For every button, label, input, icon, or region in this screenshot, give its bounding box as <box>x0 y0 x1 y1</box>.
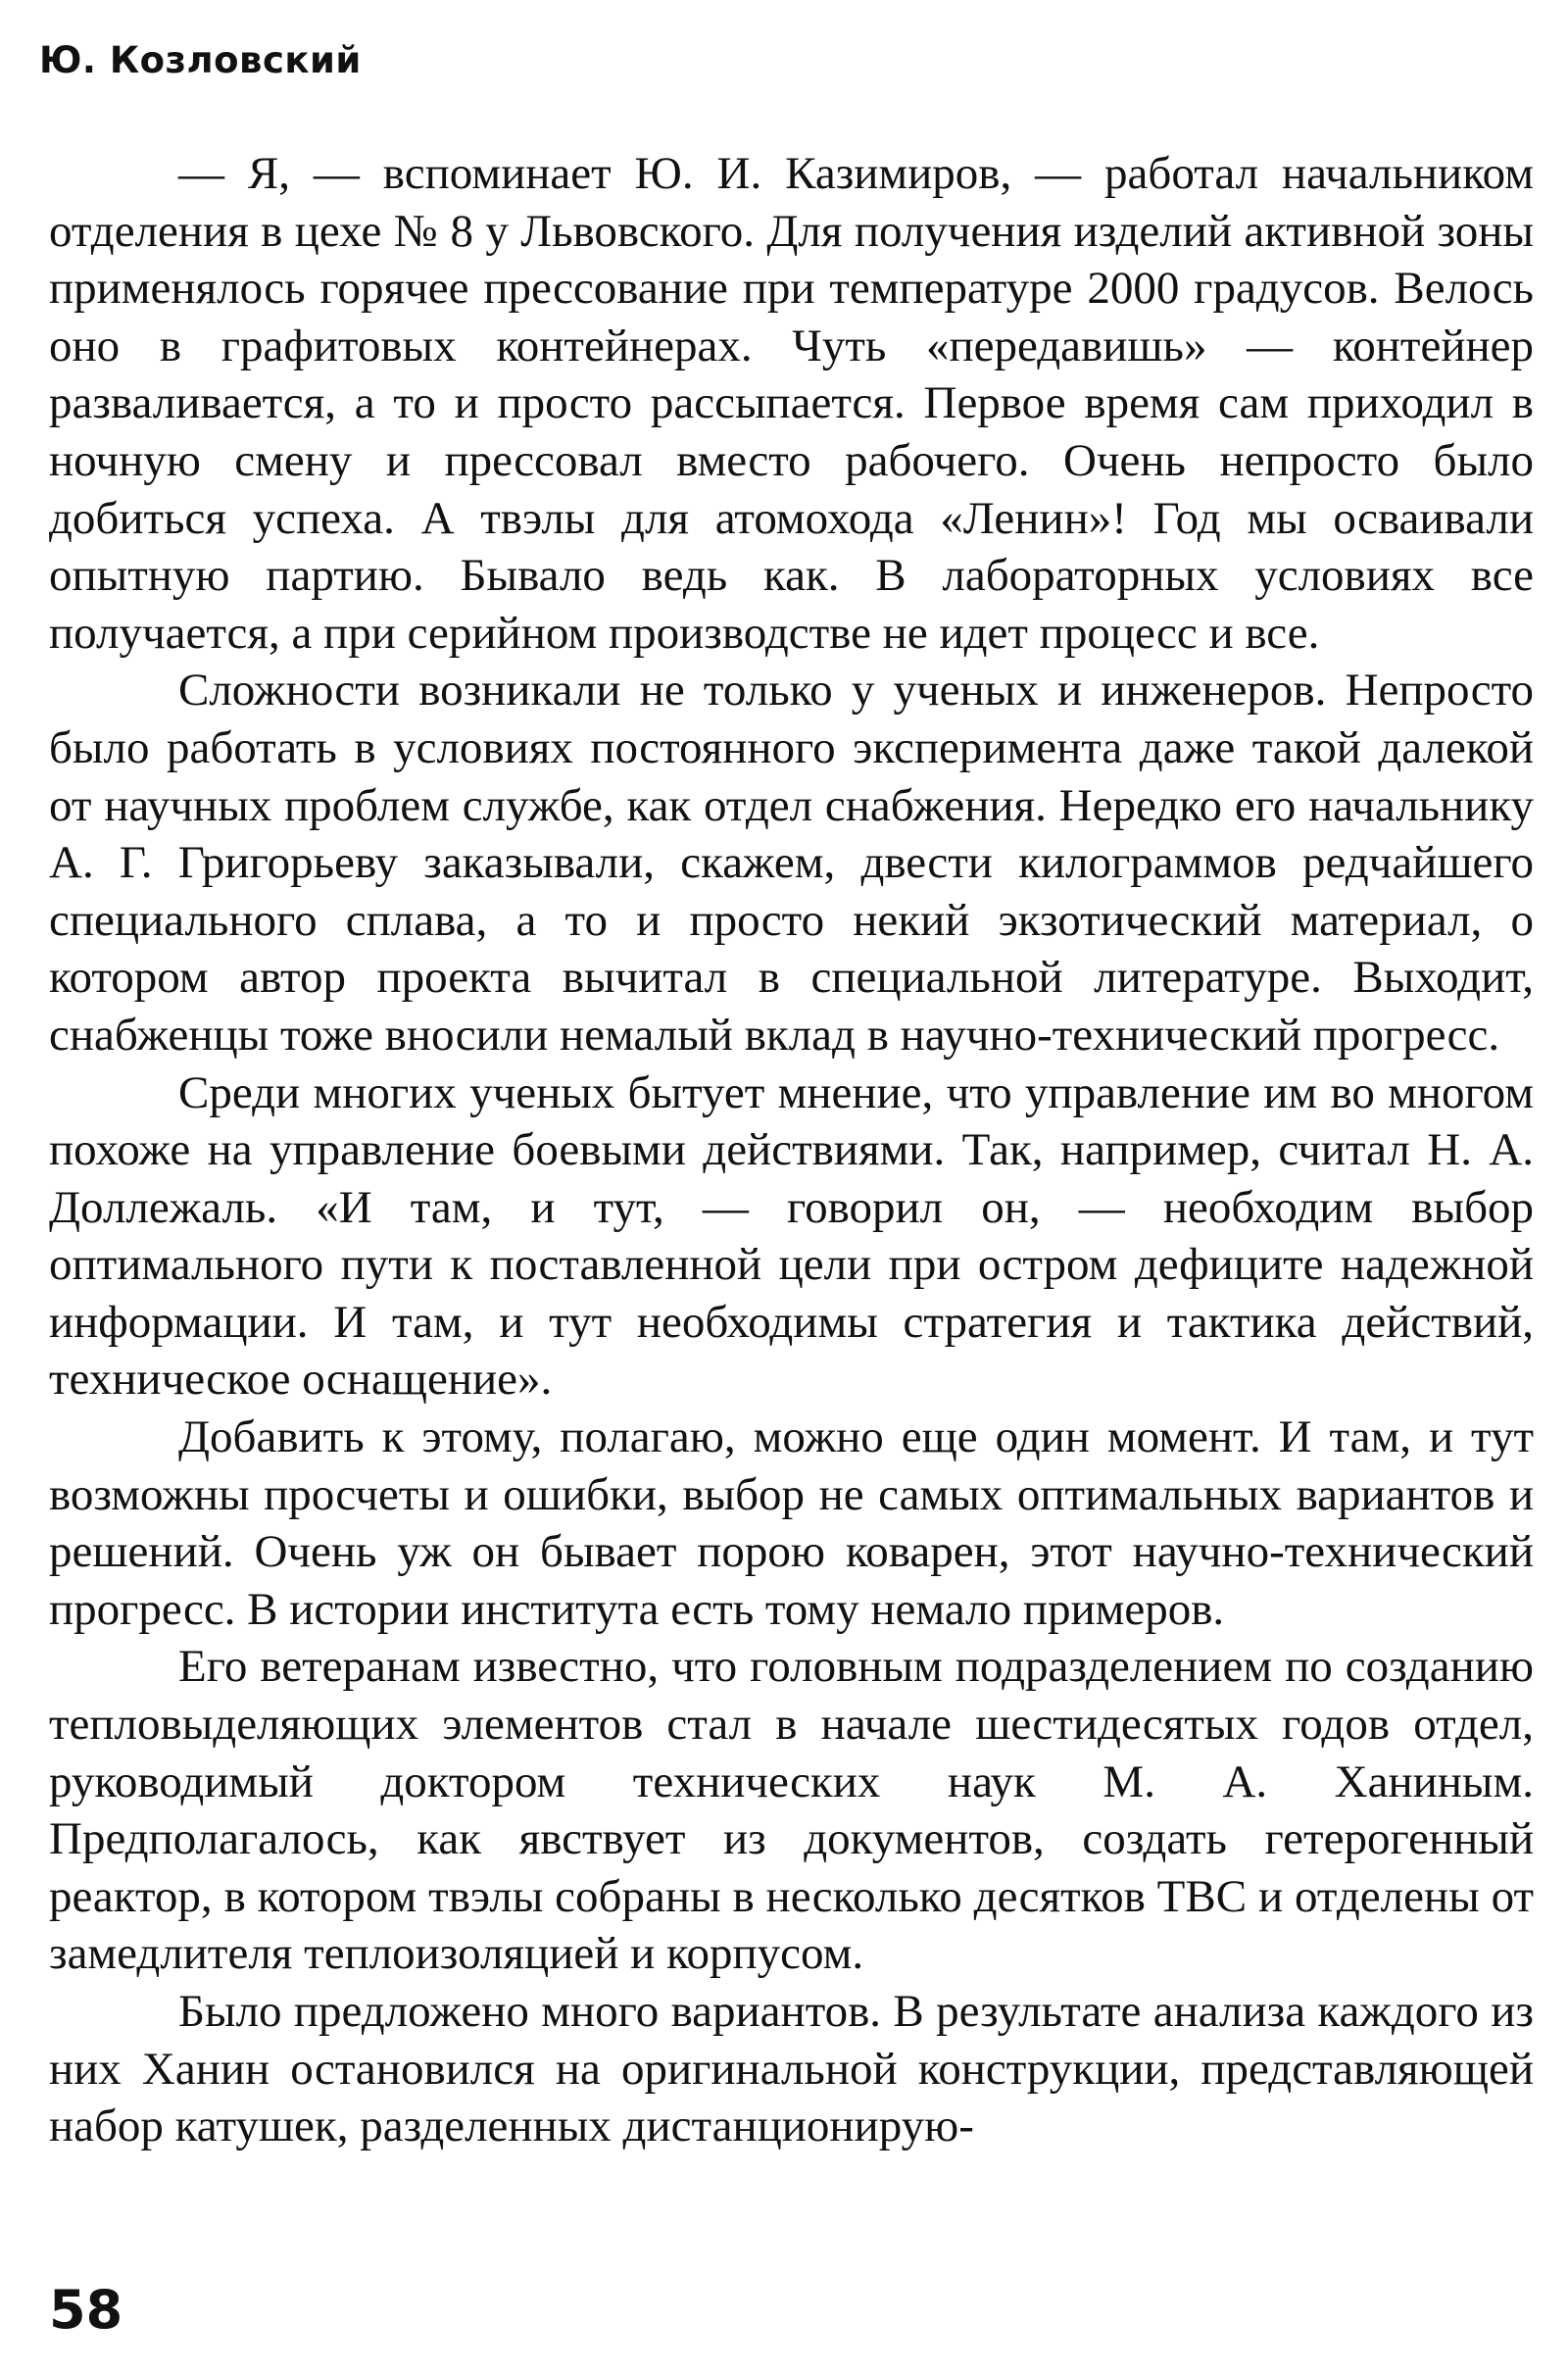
paragraph: Его ветеранам известно, что головным подразделением по созданию тепловыделяющих элементов стал в начале шестидесятых годов отдел, руководимый доктором технических наук М. А. Ханиным. Предполагалось, как явствует из документов, создать гетерогенный реактор, в котором твэлы собраны в несколько десятков ТВС и отделены от замедлителя теплоизоляцией и корпусом. <box>49 1641 1534 1980</box>
page-body <box>49 145 1534 2155</box>
paragraph: Сложности возникали не только у ученых и инженеров. Непросто было работать в условиях постоянного эксперимента даже такой далекой от научных проблем службе, как отдел снабжения. Нередко его начальнику А. Г. Григорьеву заказывали, скажем, двести килограммов редчайшего специального сплава, а то и просто некий экзотический материал, о котором автор проекта вычитал в специальной литературе. Выходит, снабженцы тоже вносили немалый вклад в научно-технический прогресс. <box>49 665 1534 1061</box>
paragraph: Было предложено много вариантов. В результате анализа каждого из них Ханин остановился на оригинальной конструкции, представляющей набор катушек, разделенных дистанционирую- <box>49 1986 1534 2152</box>
paragraph: — Я, — вспоминает Ю. И. Казимиров, — работал начальником отделения в цехе № 8 у Львовского. Для получения изделий активной зоны применялось горячее прессование при температуре 2000 градусов. Велось оно в графитовых контейнерах. Чуть «передавишь» — контейнер разваливается, а то и просто рассыпается. Первое время сам приходил в ночную смену и прессовал вместо рабочего. Очень непросто было добиться успеха. А твэлы для атомохода «Ленин»! Год мы осваивали опытную партию. Бывало ведь как. В лабораторных условиях все получается, а при серийном производстве не идет процесс и все. <box>49 148 1534 659</box>
running-head: Ю. Козловский <box>39 39 362 81</box>
paragraph: Добавить к этому, полагаю, можно еще один момент. И там, и тут возможны просчеты и ошибки, выбор не самых оптимальных вариантов и решений. Очень уж он бывает порою коварен, этот научно-технический прогресс. В истории института есть тому немало примеров. <box>49 1411 1534 1635</box>
page-number: 58 <box>49 2279 123 2341</box>
paragraph: Среди многих ученых бытует мнение, что управление им во многом похоже на управление боевыми действиями. Так, например, считал Н. А. Доллежаль. «И там, и тут, — говорил он, — необходим выбор оптимального пути к поставленной цели при остром дефиците надежной информации. И там, и тут необходимы стратегия и тактика действий, техническое оснащение». <box>49 1066 1534 1406</box>
